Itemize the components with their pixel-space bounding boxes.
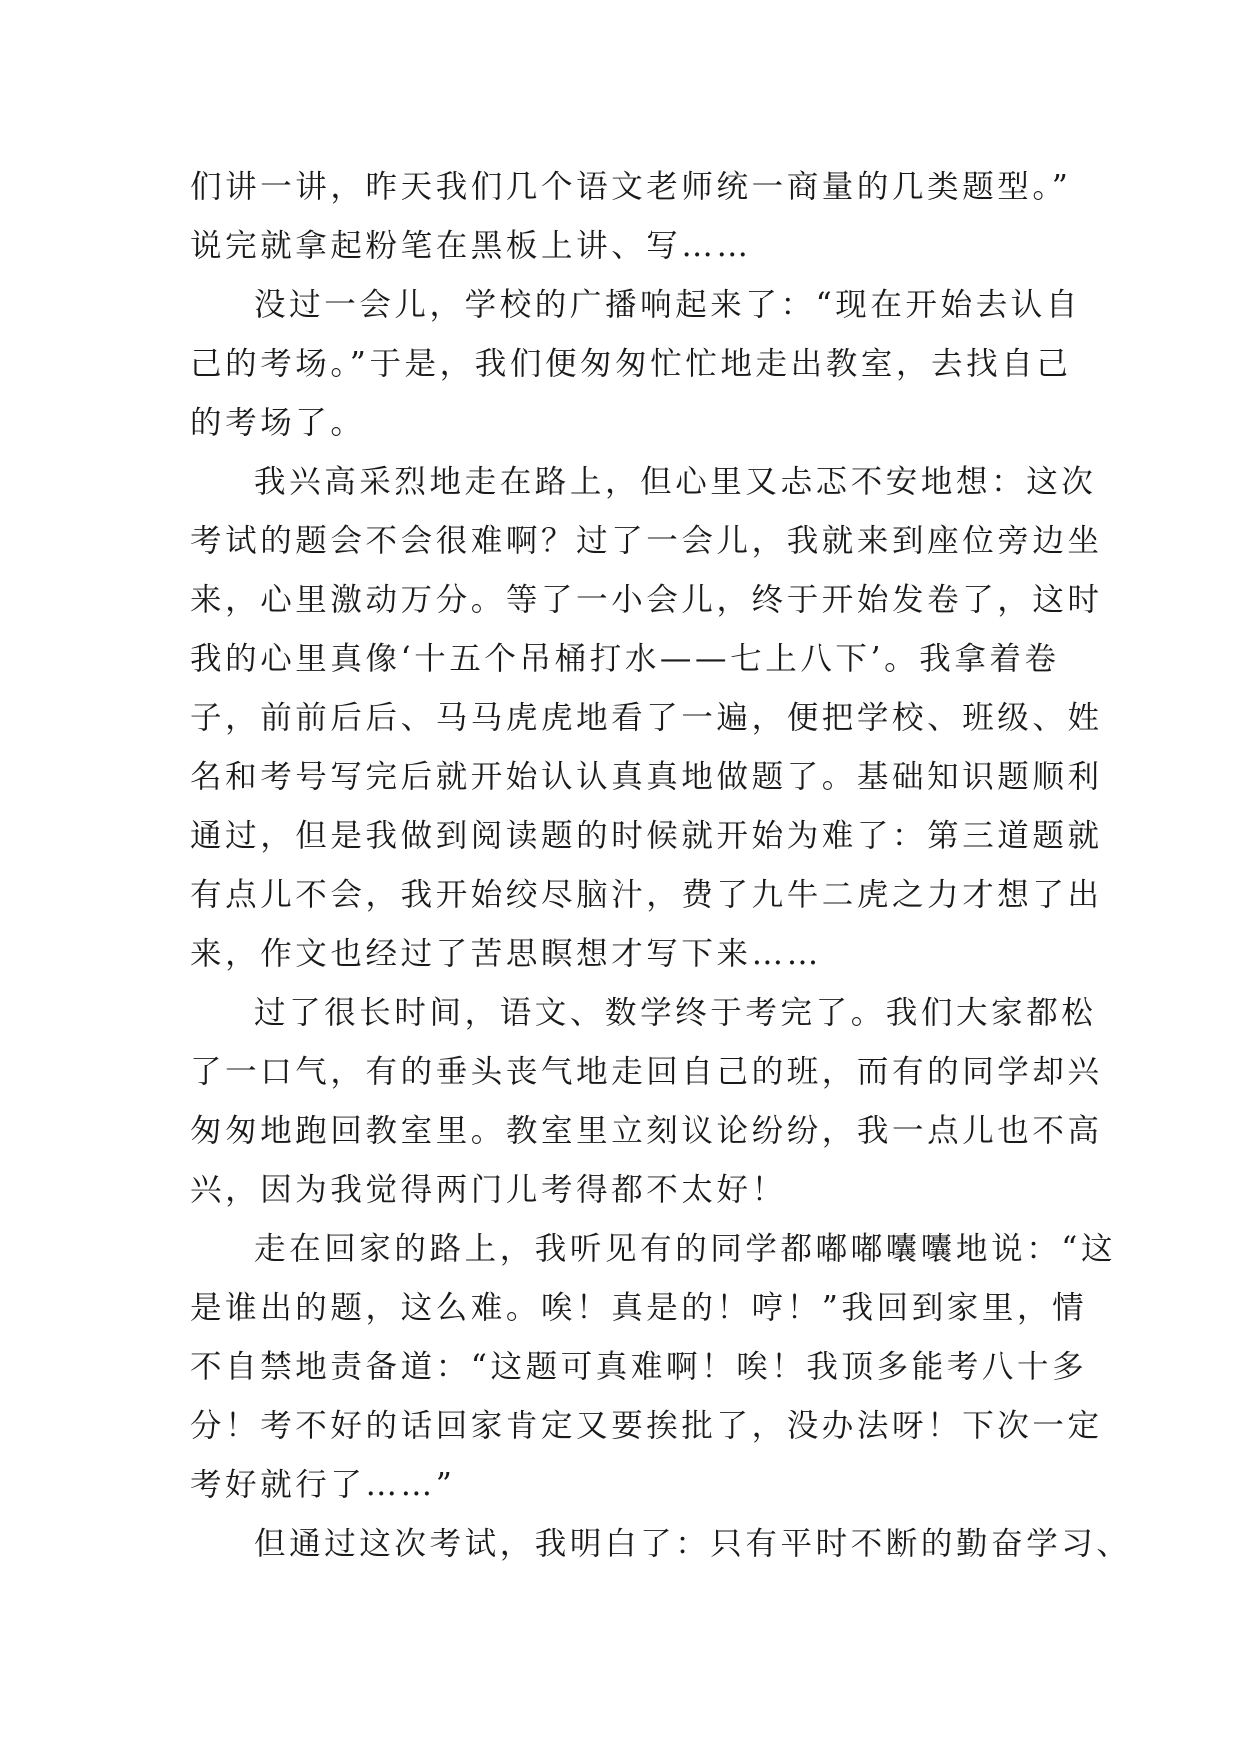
text-line: 不自禁地责备道：“这题可真难啊！唉！我顶多能考八十多: [190, 1349, 1088, 1385]
text-line: 名和考号写完后就开始认认真真地做题了。基础知识题顺利: [190, 759, 1103, 795]
text-line: 兴，因为我觉得两门儿考得都不太好！: [190, 1172, 787, 1208]
text-line: 通过，但是我做到阅读题的时候就开始为难了：第三道题就: [190, 818, 1103, 854]
text-line: 匆匆地跑回教室里。教室里立刻议论纷纷，我一点儿也不高: [190, 1113, 1103, 1149]
text-line: 我的心里真像‘十五个吊桶打水——七上八下’。我拿着卷: [190, 641, 1060, 677]
text-line: 有点儿不会，我开始绞尽脑汁，费了九牛二虎之力才想了出: [190, 877, 1103, 913]
text-line: 来，心里激动万分。等了一小会儿，终于开始发卷了，这时: [190, 582, 1103, 618]
text-line: 分！考不好的话回家肯定又要挨批了，没办法呀！下次一定: [190, 1408, 1103, 1444]
text-line: 子，前前后后、马马虎虎地看了一遍，便把学校、班级、姓: [190, 700, 1103, 736]
text-line: 过了很长时间，语文、数学终于考完了。我们大家都松: [254, 995, 1097, 1031]
text-line: 没过一会儿，学校的广播响起来了：“现在开始去认自: [254, 287, 1082, 323]
text-line: 来，作文也经过了苦思瞑想才写下来……: [190, 936, 822, 972]
text-line: 了一口气，有的垂头丧气地走回自己的班，而有的同学却兴: [190, 1054, 1103, 1090]
text-line: 走在回家的路上，我听见有的同学都嘟嘟囔囔地说：“这: [254, 1231, 1117, 1267]
text-line: 的考场了。: [190, 405, 366, 441]
text-line: 是谁出的题，这么难。唉！真是的！哼！”我回到家里，情: [190, 1290, 1088, 1326]
text-line: 己的考场。”于是，我们便匆匆忙忙地走出教室，去找自己: [190, 346, 1072, 382]
text-line: 考试的题会不会很难啊？过了一会儿，我就来到座位旁边坐: [190, 523, 1103, 559]
text-line: 们讲一讲，昨天我们几个语文老师统一商量的几类题型。”: [190, 169, 1072, 205]
text-line: 但通过这次考试，我明白了：只有平时不断的勤奋学习、: [254, 1526, 1132, 1562]
text-line: 我兴高采烈地走在路上，但心里又忐忑不安地想：这次: [254, 464, 1097, 500]
text-line: 考好就行了……”: [190, 1467, 456, 1503]
text-line: 说完就拿起粉笔在黑板上讲、写……: [190, 228, 752, 264]
essay-body: [190, 158, 1132, 1574]
